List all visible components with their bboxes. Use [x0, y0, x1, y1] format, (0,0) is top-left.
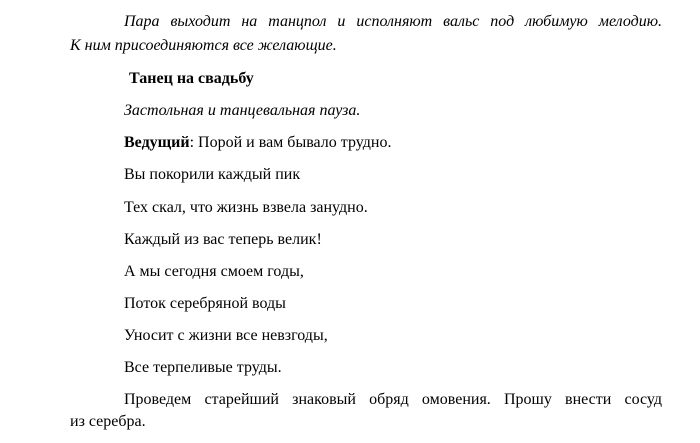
closing-paragraph-line-2: из серебра.	[70, 413, 146, 430]
intro-paragraph-line-1: Пара выходит на танцпол и исполняют вальс под любимую мелодию.	[124, 13, 662, 30]
intro-paragraph-line-2: К ним присоединяются все желающие.	[70, 37, 337, 54]
verse-line-6: Уносит с жизни все невзгоды,	[124, 327, 328, 344]
host-speech-text: : Порой и вам бывало трудно.	[189, 134, 392, 151]
verse-line-1: Вы покорили каждый пик	[124, 166, 301, 183]
host-speaker-label: Ведущий	[124, 134, 190, 151]
verse-line-4: А мы сегодня смоем годы,	[124, 263, 304, 280]
verse-line-5: Поток серебряной воды	[124, 295, 286, 312]
pause-note: Застольная и танцевальная пауза.	[124, 102, 361, 119]
verse-line-3: Каждый из вас теперь велик!	[124, 231, 322, 248]
verse-line-7: Все терпеливые труды.	[124, 359, 282, 376]
section-heading: Танец на свадьбу	[129, 70, 254, 87]
host-line	[124, 133, 391, 153]
closing-paragraph-line-1: Проведем старейший знаковый обряд омовения. Прошу внести сосуд	[124, 391, 662, 408]
verse-line-2: Тех скал, что жизнь взвела занудно.	[124, 199, 368, 216]
